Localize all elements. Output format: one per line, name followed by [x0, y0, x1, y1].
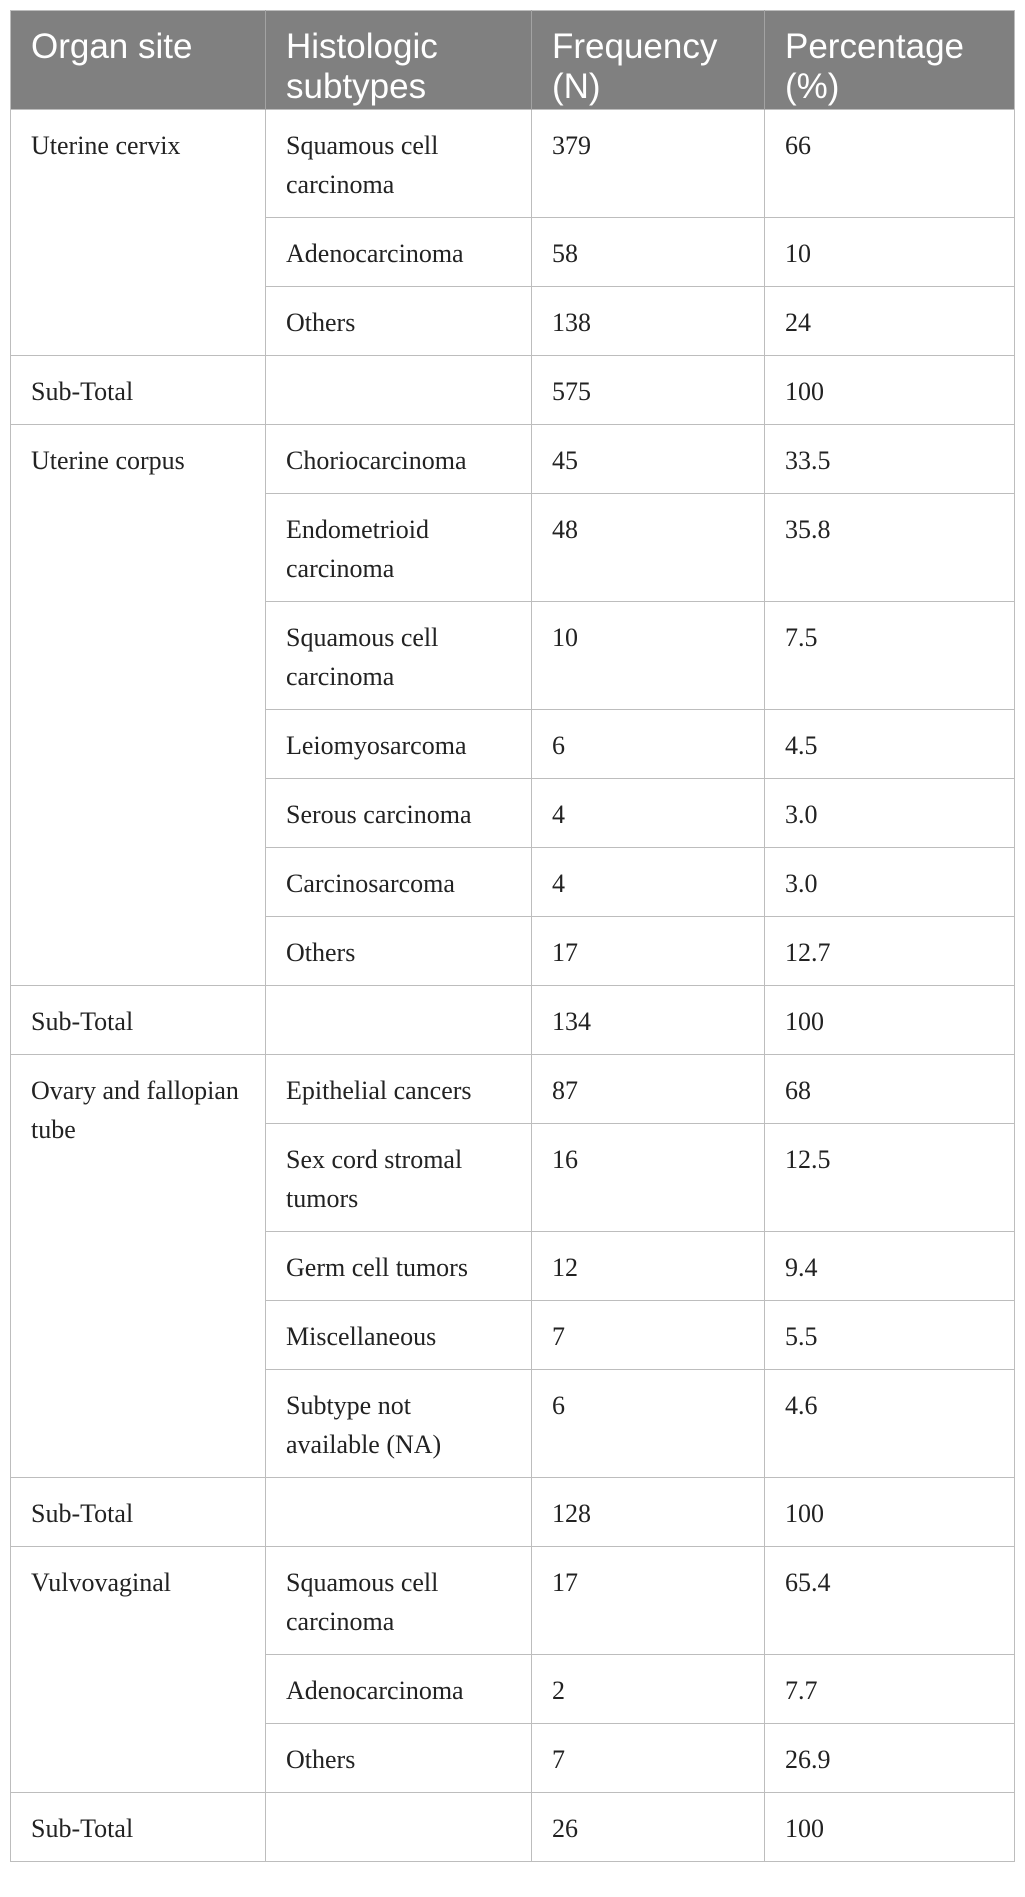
percentage-cell: 35.8 [765, 494, 1015, 602]
subtotal-row [11, 356, 1015, 425]
percentage-cell: 5.5 [765, 1301, 1015, 1370]
table-row [11, 1055, 1015, 1124]
header-histologic-subtypes: Histologic subtypes [266, 11, 532, 110]
subtype-cell: Squamous cell carcinoma [266, 602, 532, 710]
percentage-cell: 68 [765, 1055, 1015, 1124]
subtotal-row [11, 1478, 1015, 1547]
subtotal-row [11, 986, 1015, 1055]
percentage-cell: 3.0 [765, 779, 1015, 848]
subtype-cell: Adenocarcinoma [266, 218, 532, 287]
subtotal-frequency-cell: 26 [532, 1793, 765, 1862]
frequency-cell: 87 [532, 1055, 765, 1124]
subtotal-label-cell: Sub-Total [11, 1478, 266, 1547]
frequency-cell: 138 [532, 287, 765, 356]
subtype-cell: Leiomyosarcoma [266, 710, 532, 779]
subtype-cell: Choriocarcinoma [266, 425, 532, 494]
subtotal-empty-cell [266, 986, 532, 1055]
subtype-cell: Others [266, 287, 532, 356]
header-organ-site: Organ site [11, 11, 266, 110]
table-row [11, 425, 1015, 494]
subtotal-percentage-cell: 100 [765, 356, 1015, 425]
subtotal-frequency-cell: 128 [532, 1478, 765, 1547]
frequency-cell: 12 [532, 1232, 765, 1301]
table-body [11, 110, 1015, 1862]
table-header [11, 11, 1015, 110]
percentage-cell: 12.5 [765, 1124, 1015, 1232]
frequency-cell: 10 [532, 602, 765, 710]
frequency-cell: 4 [532, 848, 765, 917]
organ-site-cell: Ovary and fallopian tube [11, 1055, 266, 1478]
percentage-cell: 65.4 [765, 1547, 1015, 1655]
subtype-cell: Epithelial cancers [266, 1055, 532, 1124]
subtype-cell: Adenocarcinoma [266, 1655, 532, 1724]
frequency-cell: 6 [532, 1370, 765, 1478]
subtype-cell: Carcinosarcoma [266, 848, 532, 917]
percentage-cell: 33.5 [765, 425, 1015, 494]
subtotal-label-cell: Sub-Total [11, 356, 266, 425]
header-frequency: Frequency (N) [532, 11, 765, 110]
subtotal-label-cell: Sub-Total [11, 1793, 266, 1862]
organ-site-cell: Uterine cervix [11, 110, 266, 356]
subtotal-row [11, 1793, 1015, 1862]
organ-site-cell: Vulvovaginal [11, 1547, 266, 1793]
percentage-cell: 24 [765, 287, 1015, 356]
subtotal-empty-cell [266, 1478, 532, 1547]
table-row [11, 1547, 1015, 1655]
subtotal-empty-cell [266, 1793, 532, 1862]
table-row [11, 110, 1015, 218]
percentage-cell: 12.7 [765, 917, 1015, 986]
percentage-cell: 4.6 [765, 1370, 1015, 1478]
frequency-cell: 379 [532, 110, 765, 218]
subtype-cell: Sex cord stromal tumors [266, 1124, 532, 1232]
frequency-cell: 2 [532, 1655, 765, 1724]
percentage-cell: 4.5 [765, 710, 1015, 779]
subtype-cell: Others [266, 1724, 532, 1793]
percentage-cell: 10 [765, 218, 1015, 287]
frequency-cell: 17 [532, 1547, 765, 1655]
frequency-cell: 7 [532, 1301, 765, 1370]
histology-table [10, 10, 1015, 1862]
subtype-cell: Others [266, 917, 532, 986]
histology-table-container [10, 10, 1014, 1862]
header-row [11, 11, 1015, 110]
percentage-cell: 26.9 [765, 1724, 1015, 1793]
percentage-cell: 9.4 [765, 1232, 1015, 1301]
percentage-cell: 7.5 [765, 602, 1015, 710]
subtype-cell: Germ cell tumors [266, 1232, 532, 1301]
frequency-cell: 4 [532, 779, 765, 848]
percentage-cell: 7.7 [765, 1655, 1015, 1724]
frequency-cell: 6 [532, 710, 765, 779]
subtotal-percentage-cell: 100 [765, 1793, 1015, 1862]
subtype-cell: Endometrioid carcinoma [266, 494, 532, 602]
frequency-cell: 16 [532, 1124, 765, 1232]
frequency-cell: 17 [532, 917, 765, 986]
subtotal-empty-cell [266, 356, 532, 425]
frequency-cell: 45 [532, 425, 765, 494]
subtype-cell: Miscellaneous [266, 1301, 532, 1370]
subtype-cell: Squamous cell carcinoma [266, 1547, 532, 1655]
subtotal-percentage-cell: 100 [765, 1478, 1015, 1547]
percentage-cell: 3.0 [765, 848, 1015, 917]
percentage-cell: 66 [765, 110, 1015, 218]
frequency-cell: 58 [532, 218, 765, 287]
subtotal-frequency-cell: 134 [532, 986, 765, 1055]
header-percentage: Percentage (%) [765, 11, 1015, 110]
subtype-cell: Subtype not available (NA) [266, 1370, 532, 1478]
subtype-cell: Serous carcinoma [266, 779, 532, 848]
subtotal-frequency-cell: 575 [532, 356, 765, 425]
frequency-cell: 7 [532, 1724, 765, 1793]
frequency-cell: 48 [532, 494, 765, 602]
organ-site-cell: Uterine corpus [11, 425, 266, 986]
subtotal-percentage-cell: 100 [765, 986, 1015, 1055]
subtype-cell: Squamous cell carcinoma [266, 110, 532, 218]
subtotal-label-cell: Sub-Total [11, 986, 266, 1055]
